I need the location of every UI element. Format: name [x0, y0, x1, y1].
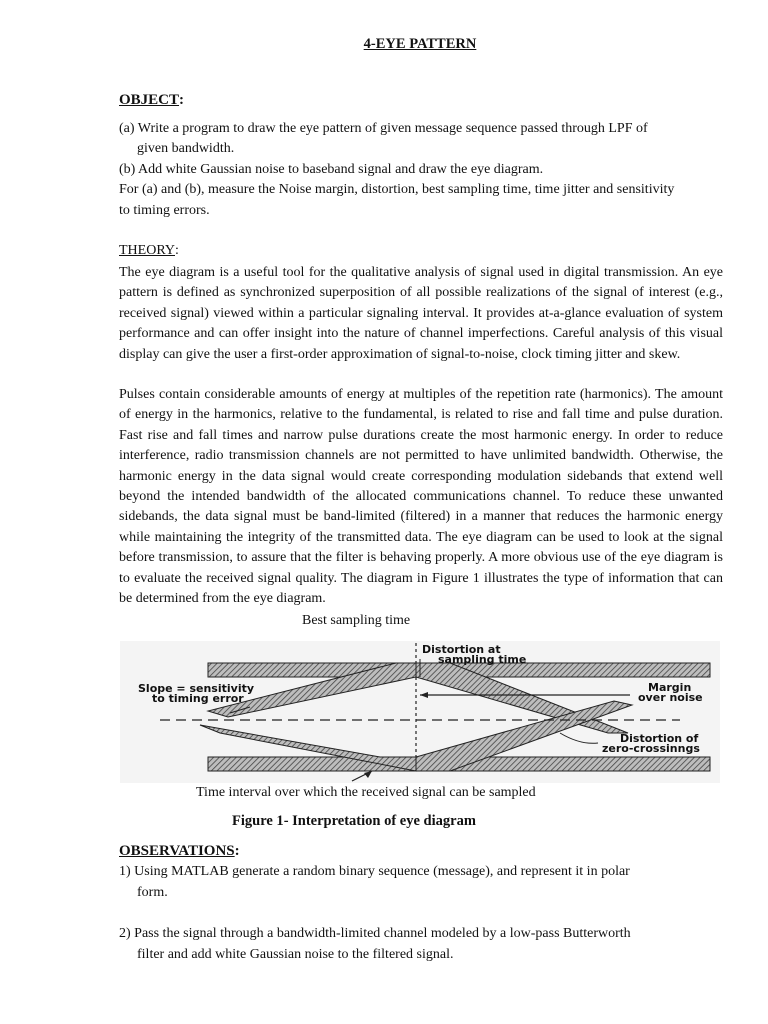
theory-paragraph-2: Pulses contain considerable amounts of energy at multiples of the repetition rate (harmonics). The amount of energy in the harmonics, relative to the fundamental, is related to rise and fall time and pulse duration. Fast rise and fall times and narrow pulse durations create the most harmonic energy. In order to reduce interference, radio transmission channels are not permitted to have unlimited bandwidth. Otherwise, the harmonic energy in the data signal would create corresponding modulation sidebands that extend well beyond the intended bandwidth of the allocated communications channel. To reduce these unwanted sidebands, the data signal must be band-limited (filtered) in a manner that reduces the harmonic energy while maintaining the integrity of the transmitted data. The eye diagram can be used to look at the signal before transmission, to assure that the filter is behaving properly. A more obvious use of the eye diagram is to evaluate the received signal quality. The diagram in Figure 1 illustrates the type of information that can be determined from the eye diagram.: [119, 387, 723, 607]
theory-heading: [119, 243, 179, 259]
slope-label-2: to timing error: [152, 692, 244, 705]
zero-crossing-label-1: Distortion of: [620, 732, 699, 745]
margin-label-2: over noise: [638, 691, 703, 704]
figure-caption: [232, 813, 476, 830]
theory-heading-colon: :: [175, 243, 179, 258]
figure-bottom-label: Time interval over which the received signal can be sampled: [196, 785, 536, 800]
zero-crossing-label-2: zero-crossinngs: [602, 742, 700, 755]
observation-1-line1: 1) Using MATLAB generate a random binary sequence (message), and represent it in polar: [119, 864, 630, 879]
object-measure-line2: to timing errors.: [119, 203, 210, 218]
observation-1-line2: form.: [137, 885, 168, 900]
object-heading-colon: :: [179, 92, 185, 108]
observations-heading-text: OBSERVATIONS: [119, 843, 235, 859]
distortion-label-1: Distortion at: [422, 643, 501, 656]
figure-top-label: Best sampling time: [302, 613, 411, 628]
eye-diagram-figure: [120, 641, 720, 783]
observations-heading: [119, 843, 240, 860]
object-heading: [119, 92, 184, 109]
figure-caption-text: - Interpretation of eye diagram: [283, 813, 476, 829]
observation-2-line1: 2) Pass the signal through a bandwidth-limited channel modeled by a low-pass Butterworth: [119, 926, 631, 941]
margin-label-1: Margin: [648, 681, 692, 694]
object-item-a-line2: given bandwidth.: [137, 141, 235, 156]
observations-heading-colon: :: [234, 843, 240, 859]
object-measure-line1: For (a) and (b), measure the Noise margin, distortion, best sampling time, time jitter and sensitivity: [119, 182, 675, 197]
figure-caption-number: Figure 1: [232, 813, 284, 829]
object-item-b: (b) Add white Gaussian noise to baseband signal and draw the eye diagram.: [119, 162, 544, 177]
theory-paragraph-1: The eye diagram is a useful tool for the qualitative analysis of signal used in digital transmission. An eye pattern is defined as synchronized superposition of all possible realizations of the signal of interest (e.g., received signal) viewed within a particular signaling interval. It provides at-a-glance evaluation of system performance and can offer insight into the nature of channel imperfections. Careful analysis of this visual display can give the user a first-order approximation of signal-to-noise, clock timing jitter and skew.: [119, 265, 723, 362]
observation-2-line2: filter and add white Gaussian noise to the filtered signal.: [137, 947, 454, 962]
slope-label-1: Slope = sensitivity: [138, 682, 255, 695]
object-item-a-line1: (a) Write a program to draw the eye pattern of given message sequence passed through LPF of: [119, 121, 648, 136]
object-heading-text: OBJECT: [119, 92, 180, 108]
page-title: 4-EYE PATTERN: [363, 36, 477, 52]
theory-heading-text: THEORY: [119, 243, 175, 258]
distortion-label-2: sampling time: [438, 653, 527, 666]
